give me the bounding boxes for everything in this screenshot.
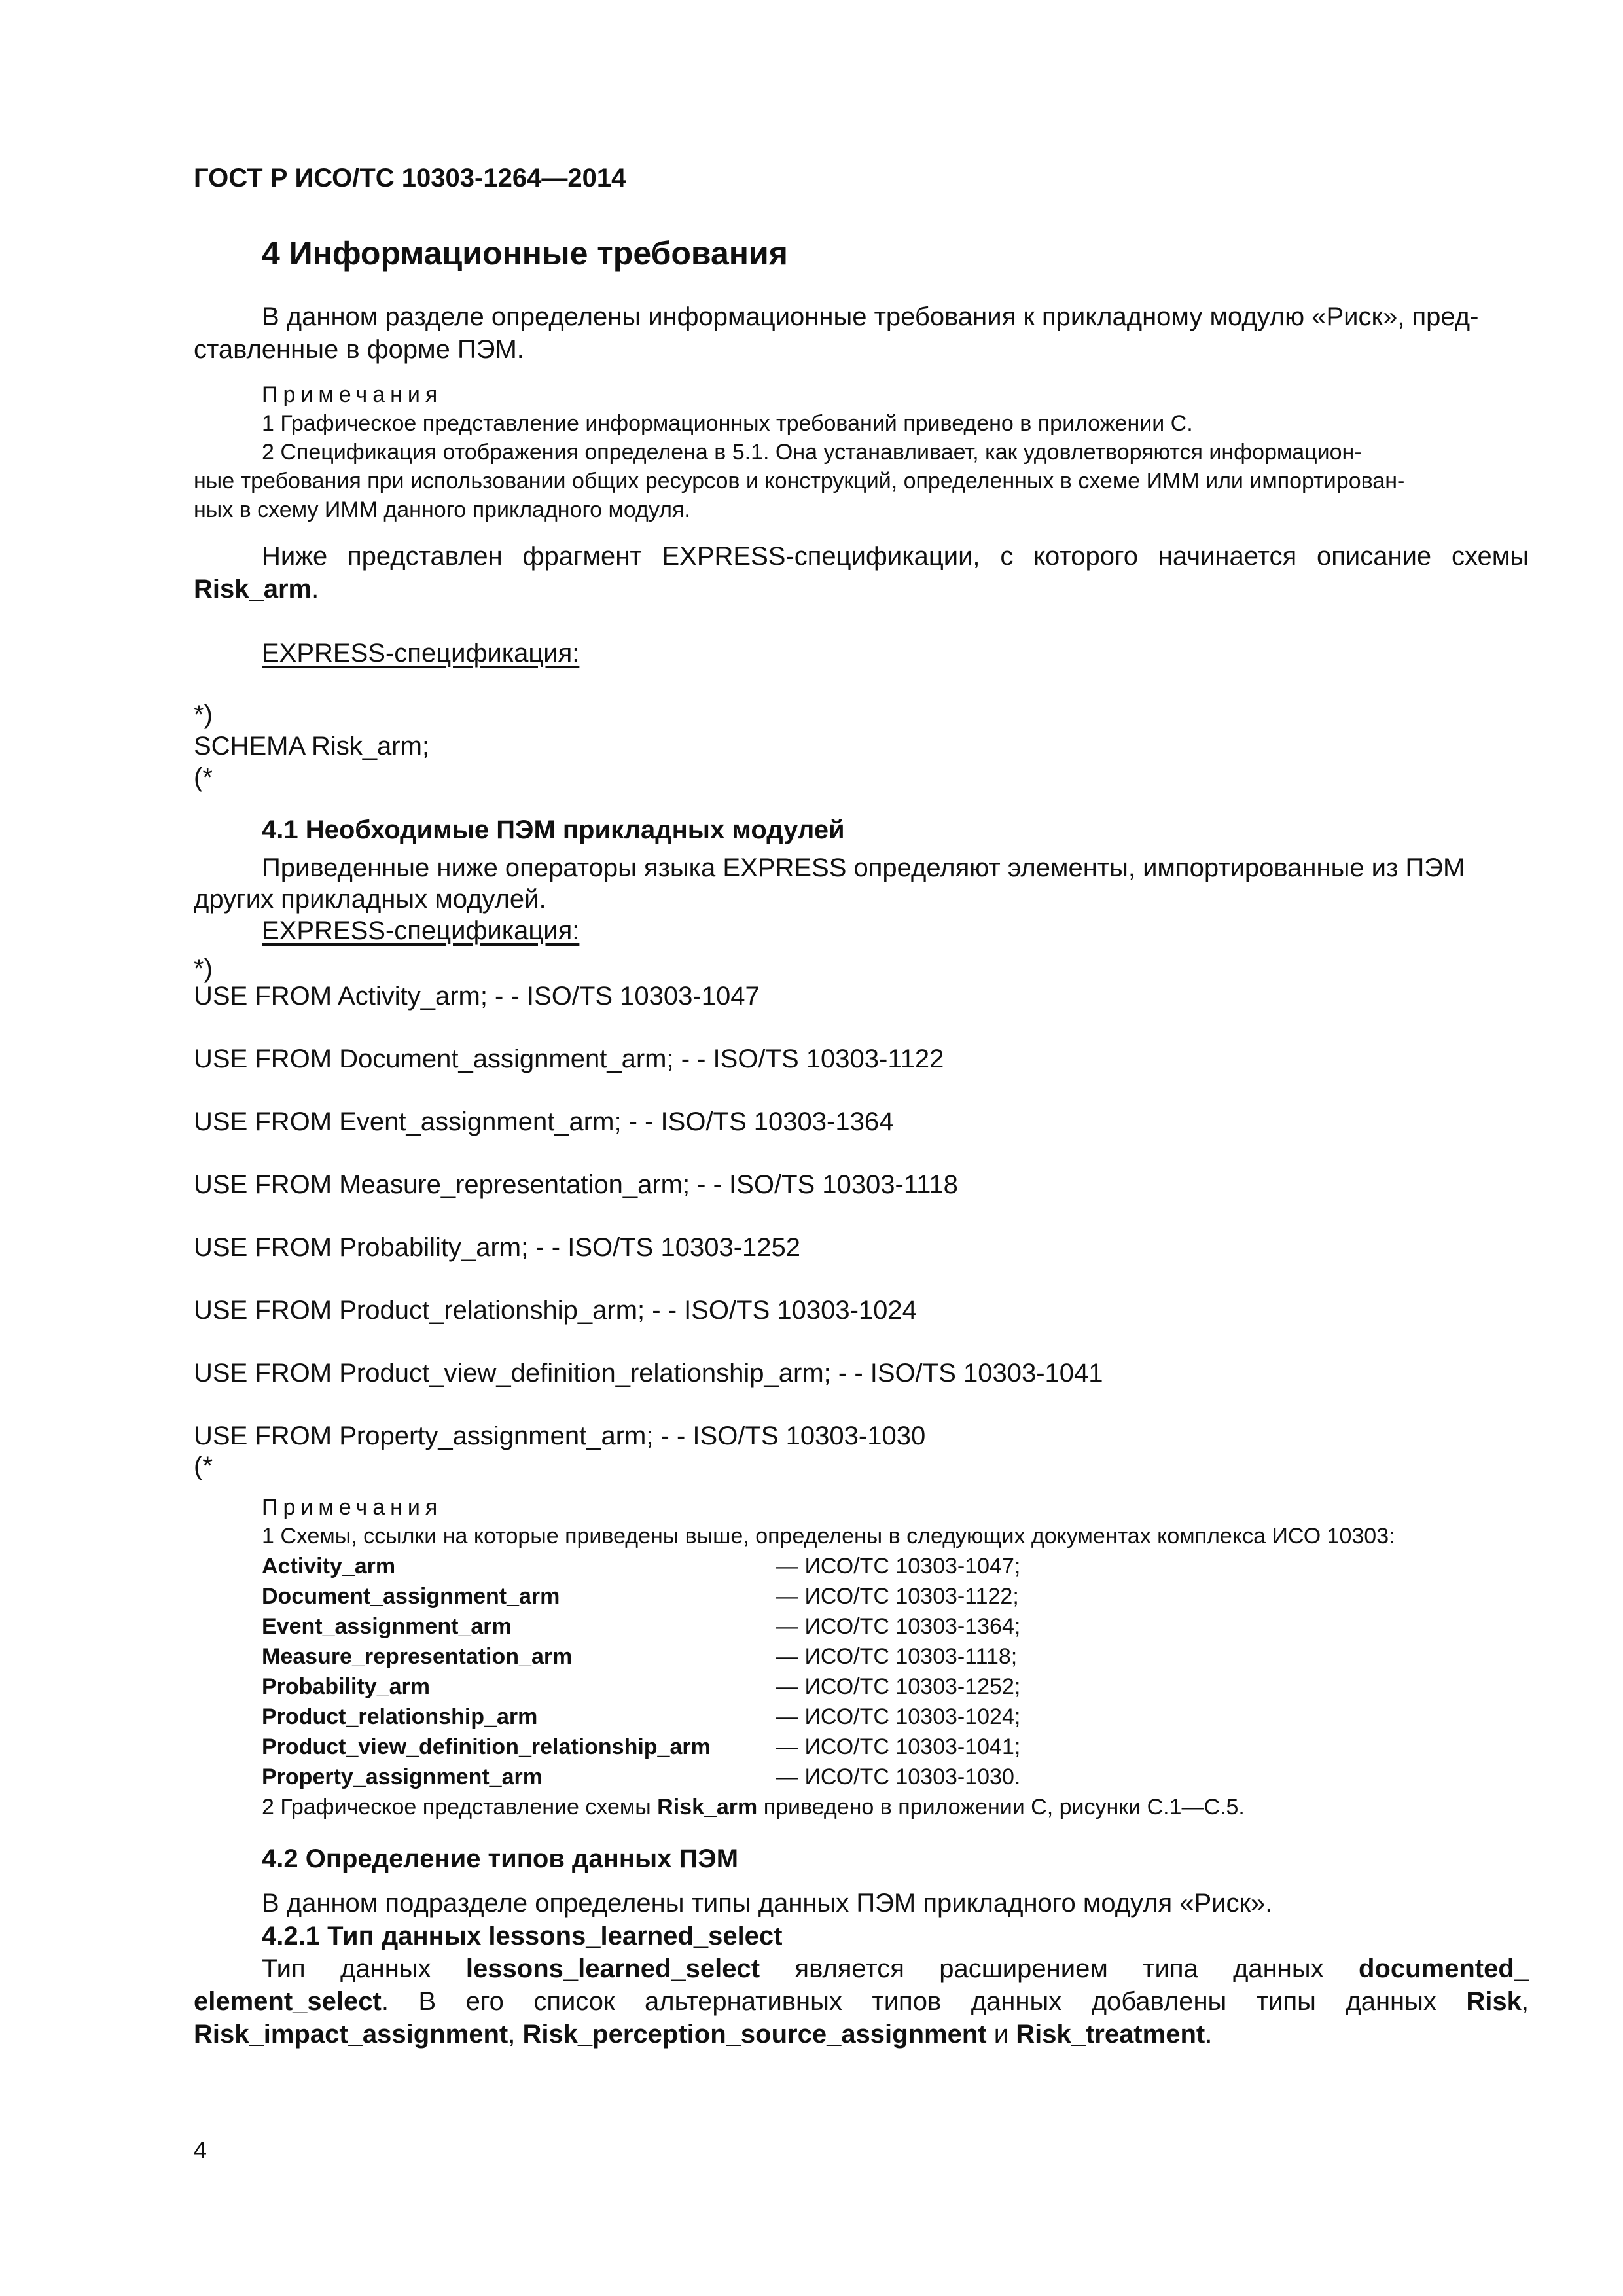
note-2-line-3: ных в схему ИММ данного прикладного модуля. xyxy=(194,497,690,522)
text: и xyxy=(986,2020,1016,2049)
note-2-line-2: ные требования при использовании общих ресурсов и конструкций, определенных в схеме ИММ или импортирован- xyxy=(194,469,1405,493)
fragment-line-2 xyxy=(194,575,319,604)
code-line: *) xyxy=(194,954,213,983)
note-2-line-1: 2 Спецификация отображения определена в 5.1. Она устанавливает, как удовлетворяются информацион- xyxy=(262,440,1362,465)
use-from-line: USE FROM Product_relationship_arm; - - ISO/TS 10303-1024 xyxy=(194,1296,917,1325)
use-from-line: USE FROM Property_assignment_arm; - - ISO/TS 10303-1030 xyxy=(194,1422,926,1450)
ref-doc: — ИСО/ТС 10303-1041; xyxy=(776,1734,1021,1759)
text: . В его список альтернативных типов данных добавлены типы данных xyxy=(381,1987,1467,2016)
fragment-end: . xyxy=(312,575,319,603)
code-line: *) xyxy=(194,700,213,729)
section-4-2-title: 4.2 Определение типов данных ПЭМ xyxy=(262,1844,739,1873)
section-4-2-1-title: 4.2.1 Тип данных lessons_learned_select xyxy=(262,1922,783,1950)
text: , xyxy=(1521,1987,1529,2016)
type-name: Risk_impact_assignment xyxy=(194,2020,508,2049)
code-line: SCHEMA Risk_arm; xyxy=(194,732,430,761)
lessons-line-2 xyxy=(194,1987,1529,2017)
note-text: приведено в приложении С, рисунки С.1—С.5. xyxy=(757,1795,1245,1820)
use-from-line: USE FROM Product_view_definition_relationship_arm; - - ISO/TS 10303-1041 xyxy=(194,1359,1103,1388)
text: , xyxy=(508,2020,523,2049)
section-4-1-title: 4.1 Необходимые ПЭМ прикладных модулей xyxy=(262,816,845,844)
ref-doc: — ИСО/ТС 10303-1024; xyxy=(776,1704,1021,1729)
note-text: 2 Графическое представление схемы xyxy=(262,1795,658,1820)
schema-name: Risk_arm xyxy=(194,575,312,603)
type-name: element_select xyxy=(194,1987,382,2016)
use-from-line: USE FROM Document_assignment_arm; - - ISO/TS 10303-1122 xyxy=(194,1045,944,1073)
section-4-title: 4 Информационные требования xyxy=(262,235,788,272)
ref-doc: — ИСО/ТС 10303-1364; xyxy=(776,1614,1021,1639)
ref-doc: — ИСО/ТС 10303-1047; xyxy=(776,1554,1021,1579)
use-from-line: USE FROM Probability_arm; - - ISO/TS 10303-1252 xyxy=(194,1233,800,1262)
ref-name: Product_view_definition_relationship_arm xyxy=(262,1734,711,1759)
express-label-2: EXPRESS-спецификация: xyxy=(262,916,580,945)
intro-line-1: В данном разделе определены информационные требования к прикладному модулю «Риск», пред- xyxy=(262,302,1479,331)
note-refs-intro: 1 Схемы, ссылки на которые приведены выше, определены в следующих документах комплекса ИСО 10303: xyxy=(262,1524,1395,1549)
type-name: lessons_learned_select xyxy=(465,1954,760,1983)
use-from-line: USE FROM Event_assignment_arm; - - ISO/TS 10303-1364 xyxy=(194,1107,894,1136)
note-1: 1 Графическое представление информационных требований приведено в приложении С. xyxy=(262,411,1193,436)
ref-name: Probability_arm xyxy=(262,1674,430,1699)
ref-doc: — ИСО/ТС 10303-1252; xyxy=(776,1674,1021,1699)
use-from-line: USE FROM Activity_arm; - - ISO/TS 10303-1047 xyxy=(194,982,760,1011)
ref-name: Measure_representation_arm xyxy=(262,1644,573,1669)
use-from-line: USE FROM Measure_representation_arm; - - ISO/TS 10303-1118 xyxy=(194,1170,958,1199)
code-line: (* xyxy=(194,1452,213,1480)
notes-title: Примечания xyxy=(262,382,443,407)
ref-name: Property_assignment_arm xyxy=(262,1765,543,1789)
document-header: ГОСТ Р ИСО/ТС 10303-1264—2014 xyxy=(194,164,626,192)
ref-name: Activity_arm xyxy=(262,1554,396,1579)
fragment-line-1: Ниже представлен фрагмент EXPRESS-спецификации, с которого начинается описание схемы xyxy=(262,542,1529,571)
code-line: (* xyxy=(194,763,213,792)
note-2-refs xyxy=(262,1795,1245,1820)
text: является расширением типа данных xyxy=(760,1954,1359,1983)
lessons-line-1 xyxy=(262,1954,1529,1984)
schema-name: Risk_arm xyxy=(657,1795,758,1820)
section-4-1-text-2: других прикладных модулей. xyxy=(194,885,546,914)
lessons-line-3 xyxy=(194,2020,1212,2049)
ref-doc: — ИСО/ТС 10303-1118; xyxy=(776,1644,1018,1669)
ref-name: Document_assignment_arm xyxy=(262,1584,560,1609)
express-label-1: EXPRESS-спецификация: xyxy=(262,639,580,668)
type-name: Risk_perception_source_assignment xyxy=(522,2020,987,2049)
text: Тип данных xyxy=(262,1954,466,1983)
section-4-1-text-1: Приведенные ниже операторы языка EXPRESS определяют элементы, импортированные из ПЭМ xyxy=(262,853,1465,882)
type-name: Risk_treatment xyxy=(1016,2020,1205,2049)
section-4-2-text: В данном подразделе определены типы данных ПЭМ прикладного модуля «Риск». xyxy=(262,1889,1273,1918)
page-number: 4 xyxy=(194,2136,207,2163)
notes-title: Примечания xyxy=(262,1495,443,1520)
type-name: documented_ xyxy=(1358,1954,1529,1983)
type-name: Risk xyxy=(1466,1987,1522,2016)
ref-name: Event_assignment_arm xyxy=(262,1614,512,1639)
text: . xyxy=(1205,2020,1213,2049)
ref-doc: — ИСО/ТС 10303-1122; xyxy=(776,1584,1019,1609)
ref-name: Product_relationship_arm xyxy=(262,1704,538,1729)
intro-line-2: ставленные в форме ПЭМ. xyxy=(194,335,524,364)
ref-doc: — ИСО/ТС 10303-1030. xyxy=(776,1765,1021,1789)
